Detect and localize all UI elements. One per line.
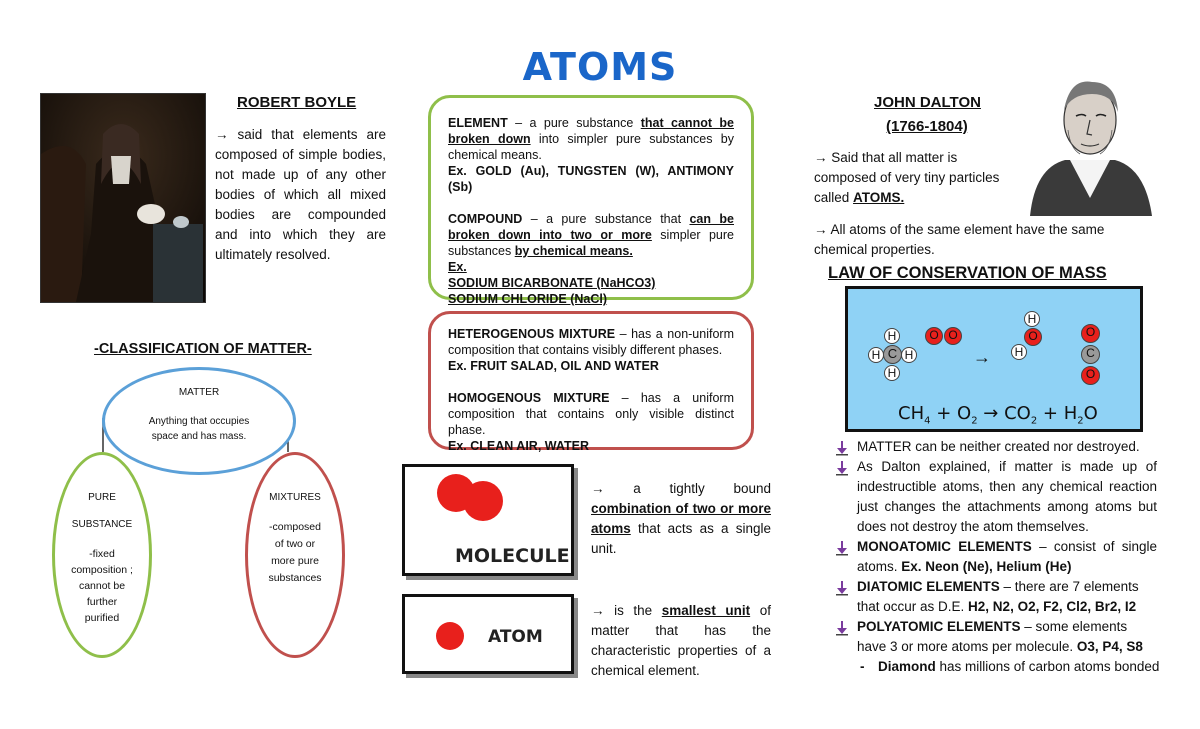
mono-term: MONOATOMIC ELEMENTS — [857, 539, 1032, 554]
element-def-1: – a pure substance — [507, 116, 641, 130]
oxygen-atom: O — [1081, 366, 1100, 385]
molecule-description — [591, 479, 771, 559]
mixture-box — [428, 311, 754, 453]
dalton-text-1 — [814, 148, 1010, 208]
poly-def: – some elements have 3 or more atoms per molecule. — [857, 619, 1128, 654]
bullet-arrow-icon — [832, 540, 852, 556]
diamond-term: Diamond — [878, 659, 936, 674]
atom-label: ATOM — [488, 627, 543, 647]
dalton-text-2: → All atoms of the same element have the same chemical properties. — [814, 222, 1105, 257]
molecule-desc-2: that acts as a single unit. — [591, 521, 771, 556]
diamond-line — [878, 657, 1159, 677]
matter-label: MATTER — [178, 387, 220, 398]
bullet-1: MATTER can be neither created nor destroyed. — [857, 439, 1140, 454]
atom-circle — [463, 481, 503, 521]
atom-desc-underlined: smallest unit — [661, 603, 751, 618]
classification-lines — [0, 0, 400, 729]
bullet-arrow-icon — [832, 440, 852, 456]
mixtures-label: MIXTURES — [269, 492, 321, 503]
classification-heading: -CLASSIFICATION OF MATTER- — [94, 341, 312, 357]
diamond-def: has millions of carbon atoms bonded — [935, 659, 1160, 674]
page-title: ATOMS — [522, 45, 678, 89]
dalton-atoms-word: ATOMS. — [853, 190, 905, 205]
poly-term: POLYATOMIC ELEMENTS — [857, 619, 1021, 634]
bullet-arrow-icon — [832, 460, 852, 476]
compound-def-underlined: can be broken down into two or more — [448, 212, 734, 242]
conservation-diagram — [845, 286, 1143, 432]
hydrogen-atom: H — [884, 328, 900, 344]
compound-term: COMPOUND — [448, 212, 523, 226]
conservation-heading: LAW OF CONSERVATION OF MASS — [828, 264, 1107, 282]
di-def: – there are 7 elements that occur as D.E. — [857, 579, 1139, 614]
pure-label: PURE — [88, 492, 116, 503]
element-term: ELEMENT — [448, 116, 508, 130]
atom-figure — [402, 594, 574, 674]
di-example: H2, N2, O2, F2, Cl2, Br2, I2 — [968, 599, 1137, 614]
mono-def: – consist of single atoms. — [857, 539, 1158, 574]
oxygen-atom: O — [925, 327, 943, 345]
atom-circle — [436, 622, 464, 650]
element-compound-box — [428, 95, 754, 306]
diamond-dash: - — [860, 659, 865, 674]
poly-example: O3, P4, S8 — [1076, 639, 1143, 654]
chemical-equation — [898, 403, 1098, 427]
bullet-polyatomic — [857, 617, 1157, 657]
hydrogen-atom: H — [884, 365, 900, 381]
oxygen-atom: O — [1081, 324, 1100, 343]
eq-sub: 2 — [1077, 415, 1084, 427]
molecule-desc-1: → a tightly bound — [591, 481, 771, 496]
di-term: DIATOMIC ELEMENTS — [857, 579, 1000, 594]
mixtures-oval — [245, 452, 345, 658]
hydrogen-atom: H — [901, 347, 917, 363]
element-def-underlined: that cannot be broken down — [448, 116, 734, 146]
oxygen-atom: O — [944, 327, 962, 345]
matter-definition: Anything that occupies space and has mass. — [148, 416, 250, 442]
hydrogen-atom: H — [868, 347, 884, 363]
oxygen-atom: O — [1024, 328, 1042, 346]
portrait-image — [1020, 68, 1160, 216]
pure-substance-oval — [52, 452, 152, 658]
element-def-2: into simpler pure substances by chemical means. — [448, 132, 734, 162]
eq-sub: 4 — [924, 415, 931, 427]
hetero-def: – has a non-uniform composition that contains visibly different phases. — [448, 327, 734, 357]
molecule-label: MOLECULE — [455, 545, 570, 567]
eq-sub: 2 — [971, 415, 978, 427]
atom-desc-1: → is the — [591, 603, 662, 618]
compound-def-1: – a pure substance that — [522, 212, 690, 226]
bullet-arrow-icon — [832, 580, 852, 596]
eq-sub: 2 — [1030, 415, 1038, 427]
bullet-arrow-icon — [832, 620, 852, 636]
homo-def: – has a uniform composition that contains only visible distinct phase. — [448, 391, 734, 437]
eq-o: O — [1083, 403, 1098, 424]
bullet-monoatomic — [857, 537, 1157, 577]
pure-definition: -fixed composition ; cannot be further purified — [71, 548, 133, 624]
hetero-term: HETEROGENOUS MIXTURE — [448, 327, 616, 341]
boyle-heading: ROBERT BOYLE — [237, 94, 357, 111]
compound-def-2: simpler pure substances — [448, 228, 735, 258]
carbon-atom: C — [883, 345, 902, 364]
eq-ch: CH — [898, 403, 925, 424]
dalton-heading: JOHN DALTON — [874, 94, 981, 111]
homo-example: Ex. CLEAN AIR, WATER — [448, 439, 589, 453]
mono-example: Ex. Neon (Ne), Helium (He) — [901, 559, 1072, 574]
eq-o2: + O — [930, 403, 972, 424]
dalton-years: (1766-1804) — [886, 118, 968, 135]
compound-example-label: Ex. — [448, 260, 467, 274]
compound-def-underlined-2: by chemical means. — [514, 244, 633, 258]
bullet-diatomic — [857, 577, 1157, 617]
eq-h2o: + H — [1037, 403, 1078, 424]
carbon-atom: C — [1081, 345, 1100, 364]
dalton-text-1a: → Said that all matter is composed of very tiny particles called — [814, 150, 1000, 205]
molecule-figure — [402, 464, 574, 576]
eq-co2: → CO — [977, 403, 1031, 424]
element-example: Ex. GOLD (Au), TUNGSTEN (W), ANTIMONY (Sb) — [448, 164, 734, 194]
hydrogen-atom: H — [1011, 344, 1027, 360]
reaction-arrow: → — [973, 347, 991, 367]
bullet-2: As Dalton explained, if matter is made up of indestructible atoms, then any chemical reaction just changes the attachments among atoms but does not destroy the atom themselves. — [857, 459, 1157, 534]
boyle-text: → said that elements are composed of simple bodies, not made up of any other bodies of which all mixed bodies are compounded and into which they are ultimately resolved. — [215, 127, 386, 262]
atom-desc-2: of matter that has the characteristic properties of a chemical element. — [591, 603, 771, 678]
homo-term: HOMOGENOUS MIXTURE — [448, 391, 610, 405]
compound-example-2: SODIUM CHLORIDE (NaCl) — [448, 292, 608, 306]
pure-label-2: SUBSTANCE — [71, 519, 133, 530]
hetero-example: Ex. FRUIT SALAD, OIL AND WATER — [448, 359, 659, 373]
mixtures-definition: -composed of two or more pure substances — [268, 521, 322, 584]
matter-oval — [102, 367, 296, 475]
compound-example-1: SODIUM BICARBONATE (NaHCO3) — [448, 276, 656, 290]
molecule-desc-underlined: combination of two or more atoms — [591, 501, 771, 536]
atom-description — [591, 601, 771, 681]
hydrogen-atom: H — [1024, 311, 1040, 327]
john-dalton-portrait — [1020, 68, 1160, 216]
